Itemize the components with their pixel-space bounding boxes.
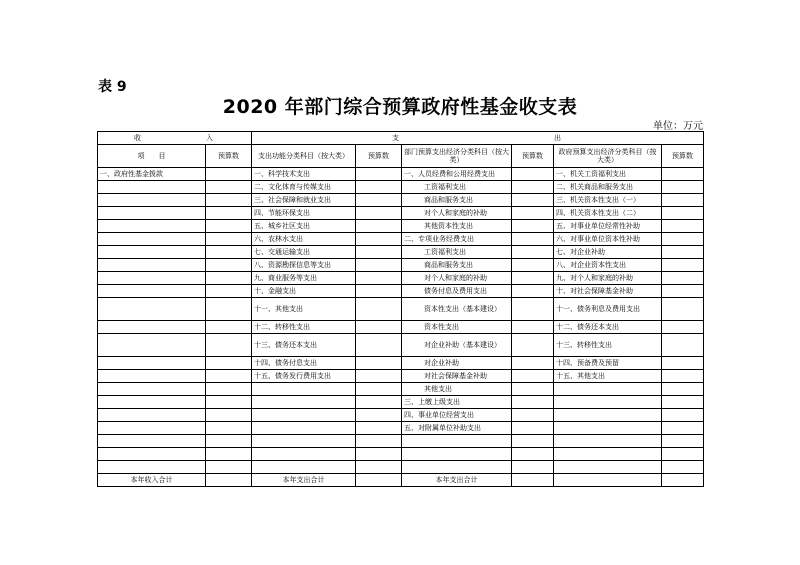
gov-amount <box>662 396 704 409</box>
table-label: 表 9 <box>98 79 127 95</box>
dept-econ-item: 四、事业单位经营支出 <box>402 409 512 422</box>
dept-econ-item: 一、人员经费和公用经费支出 <box>402 168 512 181</box>
income-item <box>98 334 206 357</box>
dept-econ-item: 对个人和家庭的补助 <box>402 272 512 285</box>
income-amount <box>206 396 252 409</box>
func-total-label: 本年支出合计 <box>252 474 356 487</box>
income-item <box>98 181 206 194</box>
func-item: 六、农林水支出 <box>252 233 356 246</box>
dept-econ-item: 债务付息及费用支出 <box>402 285 512 298</box>
income-item: 一、政府性基金拨款 <box>98 168 206 181</box>
income-amount <box>206 370 252 383</box>
income-amount <box>206 383 252 396</box>
dept-econ-item: 对企业补助（基本建设） <box>402 334 512 357</box>
gov-econ-item: 十五、其他支出 <box>554 370 662 383</box>
func-item: 二、文化体育与传媒支出 <box>252 181 356 194</box>
dept-econ-item: 对企业补助 <box>402 357 512 370</box>
gov-econ-item <box>554 396 662 409</box>
table-row <box>98 383 704 396</box>
gov-amount <box>662 334 704 357</box>
income-item <box>98 298 206 321</box>
gov-amount <box>662 181 704 194</box>
gov-total-label <box>554 474 662 487</box>
gov-econ-item: 三、机关资本性支出（一） <box>554 194 662 207</box>
gov-amount <box>662 448 704 461</box>
dept-econ-item: 工资福利支出 <box>402 181 512 194</box>
func-amount <box>356 448 402 461</box>
func-amount <box>356 396 402 409</box>
func-item <box>252 383 356 396</box>
gov-amount <box>662 409 704 422</box>
gov-econ-class-header: 政府预算支出经济分类科目（按大类） <box>554 145 662 168</box>
gov-amount <box>662 383 704 396</box>
func-amount <box>356 207 402 220</box>
func-item <box>252 409 356 422</box>
income-total-label: 本年收入合计 <box>98 474 206 487</box>
income-item <box>98 194 206 207</box>
dept-amount <box>512 448 554 461</box>
dept-amount <box>512 246 554 259</box>
table-row <box>98 207 704 220</box>
func-item: 七、交通运输支出 <box>252 246 356 259</box>
dept-econ-class-header: 部门预算支出经济分类科目（按大类） <box>402 145 512 168</box>
gov-econ-item <box>554 461 662 474</box>
income-amount <box>206 334 252 357</box>
dept-amount <box>512 220 554 233</box>
income-total-amount <box>206 474 252 487</box>
dept-amount <box>512 370 554 383</box>
func-item: 九、商业服务等支出 <box>252 272 356 285</box>
func-amount <box>356 370 402 383</box>
income-amount <box>206 357 252 370</box>
header-row-2 <box>98 145 704 168</box>
dept-econ-item: 二、专项业务经费支出 <box>402 233 512 246</box>
dept-amount <box>512 396 554 409</box>
dept-econ-item: 其他支出 <box>402 383 512 396</box>
func-item: 一、科学技术支出 <box>252 168 356 181</box>
income-item <box>98 233 206 246</box>
func-amount <box>356 334 402 357</box>
func-amount <box>356 357 402 370</box>
gov-amount <box>662 298 704 321</box>
income-amount <box>206 168 252 181</box>
gov-amount-header: 预算数 <box>662 145 704 168</box>
func-item <box>252 448 356 461</box>
gov-econ-item: 十一、债务利息及费用支出 <box>554 298 662 321</box>
func-amount <box>356 233 402 246</box>
income-amount-header: 预算数 <box>206 145 252 168</box>
gov-amount <box>662 370 704 383</box>
income-item <box>98 461 206 474</box>
func-item: 八、资源勘探信息等支出 <box>252 259 356 272</box>
gov-econ-item: 一、机关工资福利支出 <box>554 168 662 181</box>
gov-amount <box>662 194 704 207</box>
dept-econ-item: 五、对附属单位补助支出 <box>402 422 512 435</box>
func-item: 三、社会保障和就业支出 <box>252 194 356 207</box>
budget-table <box>97 131 704 487</box>
table-row <box>98 409 704 422</box>
income-amount <box>206 422 252 435</box>
dept-amount <box>512 461 554 474</box>
income-amount <box>206 321 252 334</box>
income-amount <box>206 435 252 448</box>
income-item <box>98 448 206 461</box>
gov-amount <box>662 233 704 246</box>
gov-amount <box>662 435 704 448</box>
income-item <box>98 409 206 422</box>
income-amount <box>206 194 252 207</box>
gov-amount <box>662 422 704 435</box>
func-item: 十一、其他支出 <box>252 298 356 321</box>
gov-econ-item: 四、机关资本性支出（二） <box>554 207 662 220</box>
dept-econ-item <box>402 461 512 474</box>
table-row <box>98 370 704 383</box>
gov-amount <box>662 207 704 220</box>
gov-econ-item <box>554 409 662 422</box>
income-item <box>98 383 206 396</box>
dept-amount <box>512 259 554 272</box>
dept-amount <box>512 298 554 321</box>
gov-econ-item: 十、对社会保障基金补助 <box>554 285 662 298</box>
dept-econ-item: 三、上缴上级支出 <box>402 396 512 409</box>
income-amount <box>206 461 252 474</box>
table-row <box>98 181 704 194</box>
total-row <box>98 474 704 487</box>
func-amount <box>356 272 402 285</box>
econ-total-label: 本年支出合计 <box>402 474 512 487</box>
dept-econ-item <box>402 448 512 461</box>
dept-amount <box>512 435 554 448</box>
income-item <box>98 396 206 409</box>
dept-econ-item: 资本性支出（基本建设） <box>402 298 512 321</box>
func-amount <box>356 298 402 321</box>
table-row <box>98 233 704 246</box>
income-item <box>98 272 206 285</box>
income-item <box>98 220 206 233</box>
func-class-header: 支出功能分类科目（按大类） <box>252 145 356 168</box>
func-item: 十四、债务付息支出 <box>252 357 356 370</box>
func-item: 十三、债务还本支出 <box>252 334 356 357</box>
gov-econ-item: 七、对企业补助 <box>554 246 662 259</box>
income-item <box>98 370 206 383</box>
gov-econ-item: 二、机关商品和服务支出 <box>554 181 662 194</box>
table-row <box>98 246 704 259</box>
func-amount <box>356 259 402 272</box>
table-row <box>98 461 704 474</box>
gov-amount <box>662 357 704 370</box>
gov-econ-item: 九、对个人和家庭的补助 <box>554 272 662 285</box>
func-amount <box>356 220 402 233</box>
dept-econ-item: 资本性支出 <box>402 321 512 334</box>
func-amount <box>356 383 402 396</box>
table-row <box>98 298 704 321</box>
dept-amount-header: 预算数 <box>512 145 554 168</box>
item-header: 项 目 <box>98 145 206 168</box>
dept-econ-item: 对社会保障基金补助 <box>402 370 512 383</box>
func-amount <box>356 321 402 334</box>
gov-amount <box>662 220 704 233</box>
dept-econ-item: 其他资本性支出 <box>402 220 512 233</box>
table-row <box>98 285 704 298</box>
dept-econ-item <box>402 435 512 448</box>
income-amount <box>206 448 252 461</box>
table-row <box>98 168 704 181</box>
unit-label: 单位：万元 <box>653 121 703 132</box>
dept-amount <box>512 285 554 298</box>
dept-amount <box>512 321 554 334</box>
table-row <box>98 334 704 357</box>
dept-amount <box>512 334 554 357</box>
func-amount <box>356 168 402 181</box>
income-amount <box>206 220 252 233</box>
table-row <box>98 220 704 233</box>
gov-amount <box>662 246 704 259</box>
income-item <box>98 422 206 435</box>
dept-amount <box>512 357 554 370</box>
income-item <box>98 259 206 272</box>
func-item: 十二、转移性支出 <box>252 321 356 334</box>
gov-econ-item <box>554 383 662 396</box>
func-amount <box>356 181 402 194</box>
gov-econ-item: 五、对事业单位经常性补助 <box>554 220 662 233</box>
expense-header: 支 出 <box>252 132 704 145</box>
func-item <box>252 422 356 435</box>
func-amount-header: 预算数 <box>356 145 402 168</box>
gov-econ-item <box>554 422 662 435</box>
gov-econ-item <box>554 435 662 448</box>
gov-econ-item: 十二、债务还本支出 <box>554 321 662 334</box>
table-row <box>98 321 704 334</box>
table-row <box>98 448 704 461</box>
dept-amount <box>512 194 554 207</box>
table-row <box>98 272 704 285</box>
income-amount <box>206 409 252 422</box>
table-row <box>98 422 704 435</box>
income-item <box>98 285 206 298</box>
dept-econ-item: 对个人和家庭的补助 <box>402 207 512 220</box>
gov-amount <box>662 285 704 298</box>
func-total-amount <box>356 474 402 487</box>
func-amount <box>356 409 402 422</box>
dept-amount <box>512 233 554 246</box>
dept-econ-item: 商品和服务支出 <box>402 194 512 207</box>
func-item <box>252 435 356 448</box>
dept-amount <box>512 168 554 181</box>
income-amount <box>206 246 252 259</box>
page-title: 2020 年部门综合预算政府性基金收支表 <box>222 96 578 118</box>
table-row <box>98 259 704 272</box>
table-row <box>98 396 704 409</box>
table-row <box>98 435 704 448</box>
dept-amount <box>512 409 554 422</box>
func-item: 十五、债务发行费用支出 <box>252 370 356 383</box>
func-amount <box>356 285 402 298</box>
func-amount <box>356 422 402 435</box>
dept-amount <box>512 383 554 396</box>
income-item <box>98 321 206 334</box>
dept-econ-item: 工资福利支出 <box>402 246 512 259</box>
gov-econ-item: 十四、预备费及预留 <box>554 357 662 370</box>
func-item: 五、城乡社区支出 <box>252 220 356 233</box>
income-amount <box>206 259 252 272</box>
func-item <box>252 396 356 409</box>
income-amount <box>206 181 252 194</box>
gov-econ-item: 十三、转移性支出 <box>554 334 662 357</box>
func-item: 四、节能环保支出 <box>252 207 356 220</box>
dept-total-amount <box>512 474 554 487</box>
dept-amount <box>512 272 554 285</box>
income-amount <box>206 298 252 321</box>
income-item <box>98 435 206 448</box>
gov-amount <box>662 321 704 334</box>
dept-econ-item: 商品和服务支出 <box>402 259 512 272</box>
gov-amount <box>662 259 704 272</box>
gov-econ-item: 八、对企业资本性支出 <box>554 259 662 272</box>
income-item <box>98 207 206 220</box>
gov-econ-item <box>554 448 662 461</box>
func-amount <box>356 435 402 448</box>
income-amount <box>206 272 252 285</box>
income-item <box>98 357 206 370</box>
dept-amount <box>512 181 554 194</box>
gov-econ-item: 六、对事业单位资本性补助 <box>554 233 662 246</box>
gov-amount <box>662 272 704 285</box>
table-row <box>98 194 704 207</box>
income-amount <box>206 207 252 220</box>
func-amount <box>356 461 402 474</box>
income-amount <box>206 285 252 298</box>
income-amount <box>206 233 252 246</box>
income-item <box>98 246 206 259</box>
func-item <box>252 461 356 474</box>
header-row-1 <box>98 132 704 145</box>
gov-amount <box>662 461 704 474</box>
func-item: 十、金融支出 <box>252 285 356 298</box>
gov-amount <box>662 168 704 181</box>
gov-total-amount <box>662 474 704 487</box>
dept-amount <box>512 207 554 220</box>
dept-amount <box>512 422 554 435</box>
func-amount <box>356 246 402 259</box>
func-amount <box>356 194 402 207</box>
income-header: 收 入 <box>98 132 252 145</box>
table-row <box>98 357 704 370</box>
